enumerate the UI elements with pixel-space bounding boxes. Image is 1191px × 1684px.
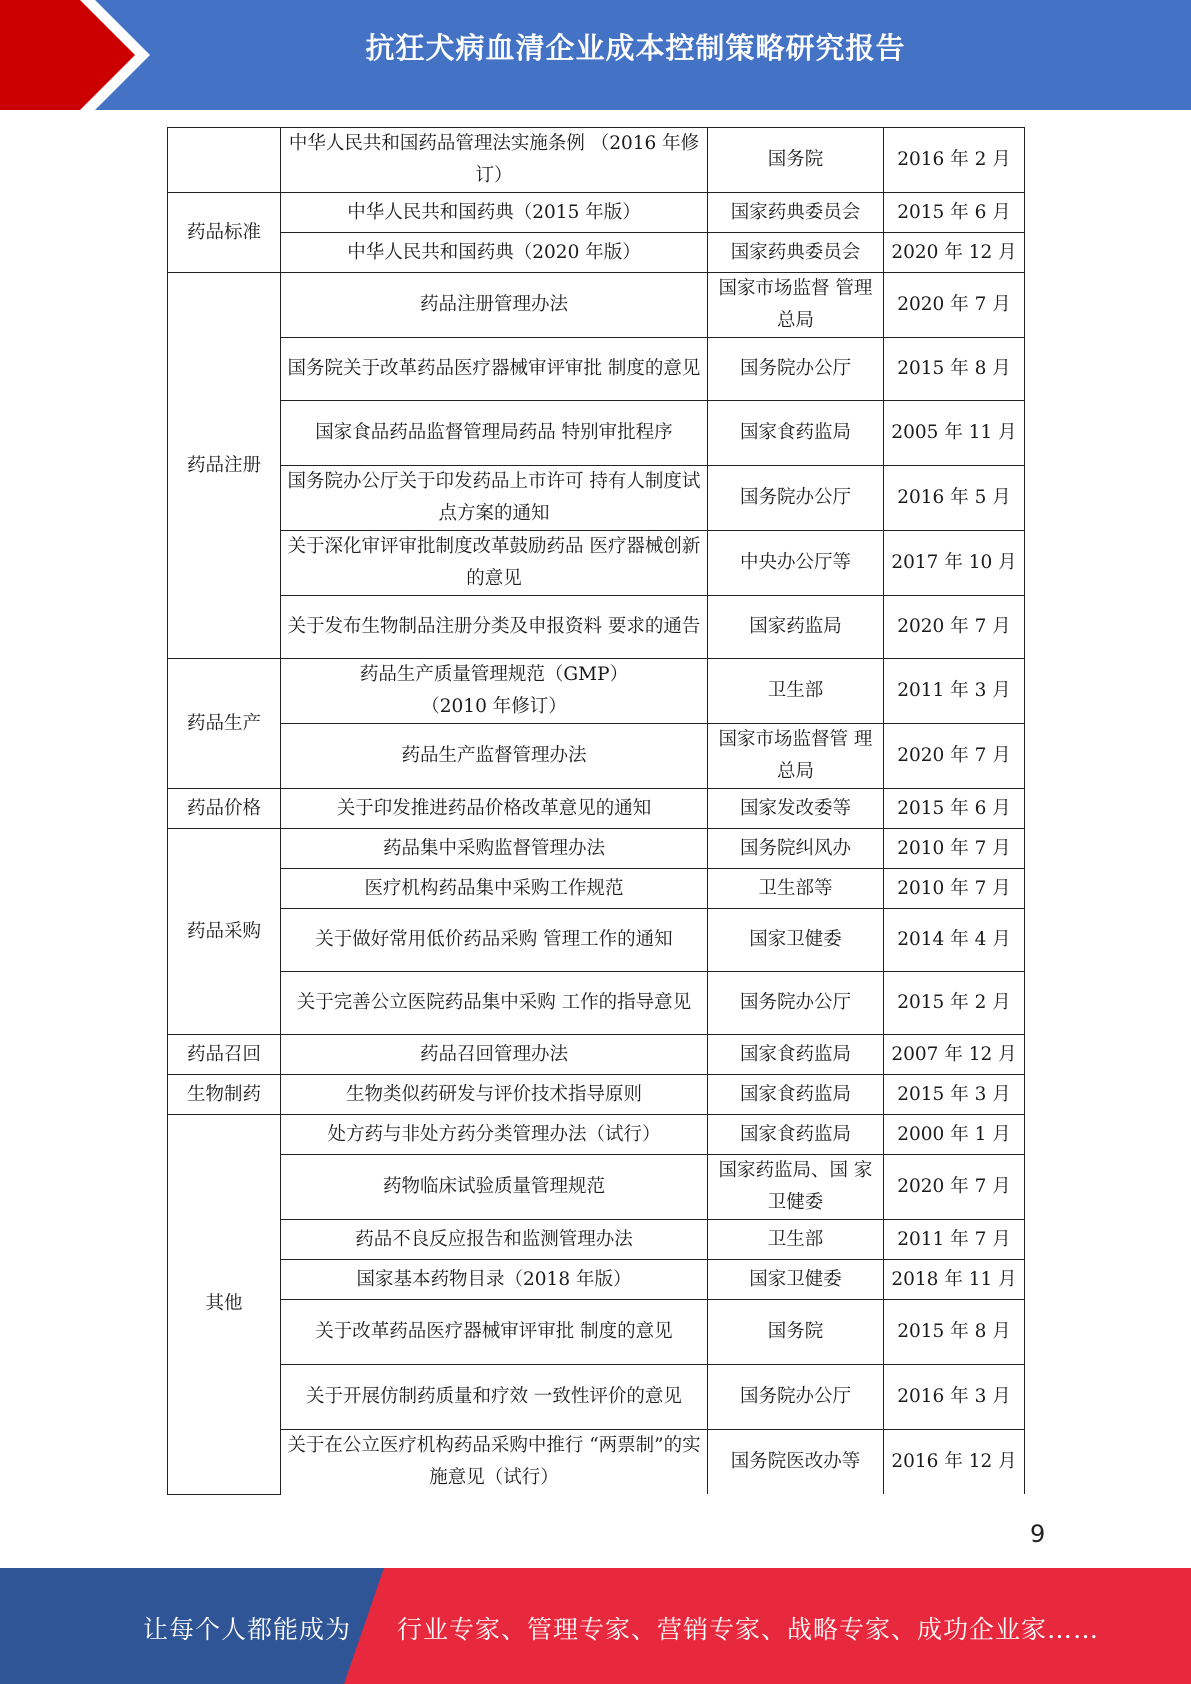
issuing-agency: 卫生部 bbox=[708, 1220, 884, 1260]
issue-date: 2016 年 2 月 bbox=[884, 128, 1025, 193]
table-row bbox=[168, 829, 1025, 869]
table-row bbox=[168, 1075, 1025, 1115]
issuing-agency: 国家食药监局 bbox=[708, 1035, 884, 1075]
table-row bbox=[168, 193, 1025, 233]
regulation-name: 药品集中采购监督管理办法 bbox=[281, 829, 708, 869]
regulation-name: 药品注册管理办法 bbox=[281, 273, 708, 338]
regulation-name: 药品召回管理办法 bbox=[281, 1035, 708, 1075]
table-row bbox=[168, 273, 1025, 338]
issuing-agency: 国家药典委员会 bbox=[708, 193, 884, 233]
issuing-agency: 国家发改委等 bbox=[708, 789, 884, 829]
issuing-agency: 国务院医改办等 bbox=[708, 1430, 884, 1495]
table-row bbox=[168, 972, 1025, 1035]
table-row bbox=[168, 1220, 1025, 1260]
table-row bbox=[168, 531, 1025, 596]
category-cell: 生物制药 bbox=[168, 1075, 281, 1115]
issue-date: 2010 年 7 月 bbox=[884, 869, 1025, 909]
issue-date: 2016 年 12 月 bbox=[884, 1430, 1025, 1495]
report-title: 抗狂犬病血清企业成本控制策略研究报告 bbox=[365, 31, 906, 65]
issue-date: 2011 年 3 月 bbox=[884, 659, 1025, 724]
issuing-agency: 卫生部 bbox=[708, 659, 884, 724]
issuing-agency: 国家药监局、国 家卫健委 bbox=[708, 1155, 884, 1220]
issue-date: 2017 年 10 月 bbox=[884, 531, 1025, 596]
table-row bbox=[168, 1155, 1025, 1220]
regulation-name: 药品生产监督管理办法 bbox=[281, 724, 708, 789]
issue-date: 2010 年 7 月 bbox=[884, 829, 1025, 869]
issue-date: 2015 年 2 月 bbox=[884, 972, 1025, 1035]
issue-date: 2015 年 3 月 bbox=[884, 1075, 1025, 1115]
issuing-agency: 国务院办公厅 bbox=[708, 338, 884, 401]
regulation-name: 医疗机构药品集中采购工作规范 bbox=[281, 869, 708, 909]
table-row bbox=[168, 128, 1025, 193]
regulation-name: 关于开展仿制药质量和疗效 一致性评价的意见 bbox=[281, 1365, 708, 1430]
regulation-name: 处方药与非处方药分类管理办法（试行） bbox=[281, 1115, 708, 1155]
regulation-name-line2: （2010 年修订） bbox=[421, 696, 567, 717]
issue-date: 2015 年 6 月 bbox=[884, 193, 1025, 233]
issue-date: 2020 年 7 月 bbox=[884, 596, 1025, 659]
regulation-name bbox=[281, 659, 708, 724]
table-row bbox=[168, 869, 1025, 909]
issue-date: 2020 年 12 月 bbox=[884, 233, 1025, 273]
table-row bbox=[168, 233, 1025, 273]
table-row bbox=[168, 909, 1025, 972]
regulation-name: 中华人民共和国药品管理法实施条例 （2016 年修订） bbox=[281, 128, 708, 193]
category-cell: 药品价格 bbox=[168, 789, 281, 829]
issuing-agency: 国家食药监局 bbox=[708, 401, 884, 466]
table-row bbox=[168, 596, 1025, 659]
issue-date: 2014 年 4 月 bbox=[884, 909, 1025, 972]
issuing-agency: 国家食药监局 bbox=[708, 1075, 884, 1115]
footer-slogan-right: 行业专家、管理专家、营销专家、战略专家、成功企业家…… bbox=[397, 1615, 1100, 1644]
regulation-name: 国务院关于改革药品医疗器械审评审批 制度的意见 bbox=[281, 338, 708, 401]
category-cell: 其他 bbox=[168, 1115, 281, 1495]
issuing-agency: 国家卫健委 bbox=[708, 909, 884, 972]
table-row bbox=[168, 1300, 1025, 1365]
issuing-agency: 国务院 bbox=[708, 1300, 884, 1365]
regulation-name: 药物临床试验质量管理规范 bbox=[281, 1155, 708, 1220]
table-row bbox=[168, 724, 1025, 789]
table-row bbox=[168, 789, 1025, 829]
issue-date: 2011 年 7 月 bbox=[884, 1220, 1025, 1260]
table-row bbox=[168, 466, 1025, 531]
issue-date: 2000 年 1 月 bbox=[884, 1115, 1025, 1155]
category-cell: 药品标准 bbox=[168, 193, 281, 273]
issuing-agency: 国家食药监局 bbox=[708, 1115, 884, 1155]
table-row bbox=[168, 401, 1025, 466]
regulation-name: 药品不良反应报告和监测管理办法 bbox=[281, 1220, 708, 1260]
issuing-agency: 国务院办公厅 bbox=[708, 1365, 884, 1430]
table-row bbox=[168, 1115, 1025, 1155]
table-row bbox=[168, 1365, 1025, 1430]
issuing-agency: 国务院办公厅 bbox=[708, 466, 884, 531]
regulation-name: 关于印发推进药品价格改革意见的通知 bbox=[281, 789, 708, 829]
regulation-name: 关于完善公立医院药品集中采购 工作的指导意见 bbox=[281, 972, 708, 1035]
page-footer bbox=[0, 1568, 1191, 1684]
issue-date: 2020 年 7 月 bbox=[884, 724, 1025, 789]
issue-date: 2020 年 7 月 bbox=[884, 273, 1025, 338]
issue-date: 2015 年 6 月 bbox=[884, 789, 1025, 829]
table-row bbox=[168, 1430, 1025, 1495]
issue-date: 2005 年 11 月 bbox=[884, 401, 1025, 466]
issue-date: 2015 年 8 月 bbox=[884, 338, 1025, 401]
issue-date: 2007 年 12 月 bbox=[884, 1035, 1025, 1075]
issuing-agency: 国务院 bbox=[708, 128, 884, 193]
page-number: 9 bbox=[1030, 1520, 1046, 1548]
regulation-name: 中华人民共和国药典（2020 年版） bbox=[281, 233, 708, 273]
regulation-name: 国家基本药物目录（2018 年版） bbox=[281, 1260, 708, 1300]
regulation-name: 关于深化审评审批制度改革鼓励药品 医疗器械创新的意见 bbox=[281, 531, 708, 596]
category-cell: 药品生产 bbox=[168, 659, 281, 789]
regulation-name: 国家食品药品监督管理局药品 特别审批程序 bbox=[281, 401, 708, 466]
table-row bbox=[168, 1035, 1025, 1075]
regulations-table bbox=[167, 127, 1025, 1495]
category-cell: 药品召回 bbox=[168, 1035, 281, 1075]
issuing-agency: 国家药典委员会 bbox=[708, 233, 884, 273]
table-row bbox=[168, 1260, 1025, 1300]
footer-slogan-left: 让每个人都能成为 bbox=[143, 1615, 352, 1644]
regulation-name: 国务院办公厅关于印发药品上市许可 持有人制度试点方案的通知 bbox=[281, 466, 708, 531]
page-header bbox=[0, 0, 1191, 110]
regulation-name: 关于发布生物制品注册分类及申报资料 要求的通告 bbox=[281, 596, 708, 659]
table-row bbox=[168, 338, 1025, 401]
issuing-agency: 国家市场监督管 理总局 bbox=[708, 724, 884, 789]
issuing-agency: 国务院办公厅 bbox=[708, 972, 884, 1035]
issue-date: 2016 年 5 月 bbox=[884, 466, 1025, 531]
issue-date: 2018 年 11 月 bbox=[884, 1260, 1025, 1300]
regulation-name: 中华人民共和国药典（2015 年版） bbox=[281, 193, 708, 233]
issuing-agency: 卫生部等 bbox=[708, 869, 884, 909]
regulation-name: 关于改革药品医疗器械审评审批 制度的意见 bbox=[281, 1300, 708, 1365]
issuing-agency: 国务院纠风办 bbox=[708, 829, 884, 869]
issuing-agency: 中央办公厅等 bbox=[708, 531, 884, 596]
issuing-agency: 国家卫健委 bbox=[708, 1260, 884, 1300]
regulation-name: 关于在公立医疗机构药品采购中推行 “两票制”的实施意见（试行） bbox=[281, 1430, 708, 1495]
table-row bbox=[168, 659, 1025, 724]
issue-date: 2020 年 7 月 bbox=[884, 1155, 1025, 1220]
regulation-name: 生物类似药研发与评价技术指导原则 bbox=[281, 1075, 708, 1115]
category-cell: 药品采购 bbox=[168, 829, 281, 1035]
issue-date: 2016 年 3 月 bbox=[884, 1365, 1025, 1430]
regulation-name-line1: 药品生产质量管理规范（GMP） bbox=[359, 664, 629, 685]
issuing-agency: 国家药监局 bbox=[708, 596, 884, 659]
issuing-agency: 国家市场监督 管理总局 bbox=[708, 273, 884, 338]
issue-date: 2015 年 8 月 bbox=[884, 1300, 1025, 1365]
category-cell: 药品注册 bbox=[168, 273, 281, 659]
category-cell bbox=[168, 128, 281, 193]
regulation-name: 关于做好常用低价药品采购 管理工作的通知 bbox=[281, 909, 708, 972]
